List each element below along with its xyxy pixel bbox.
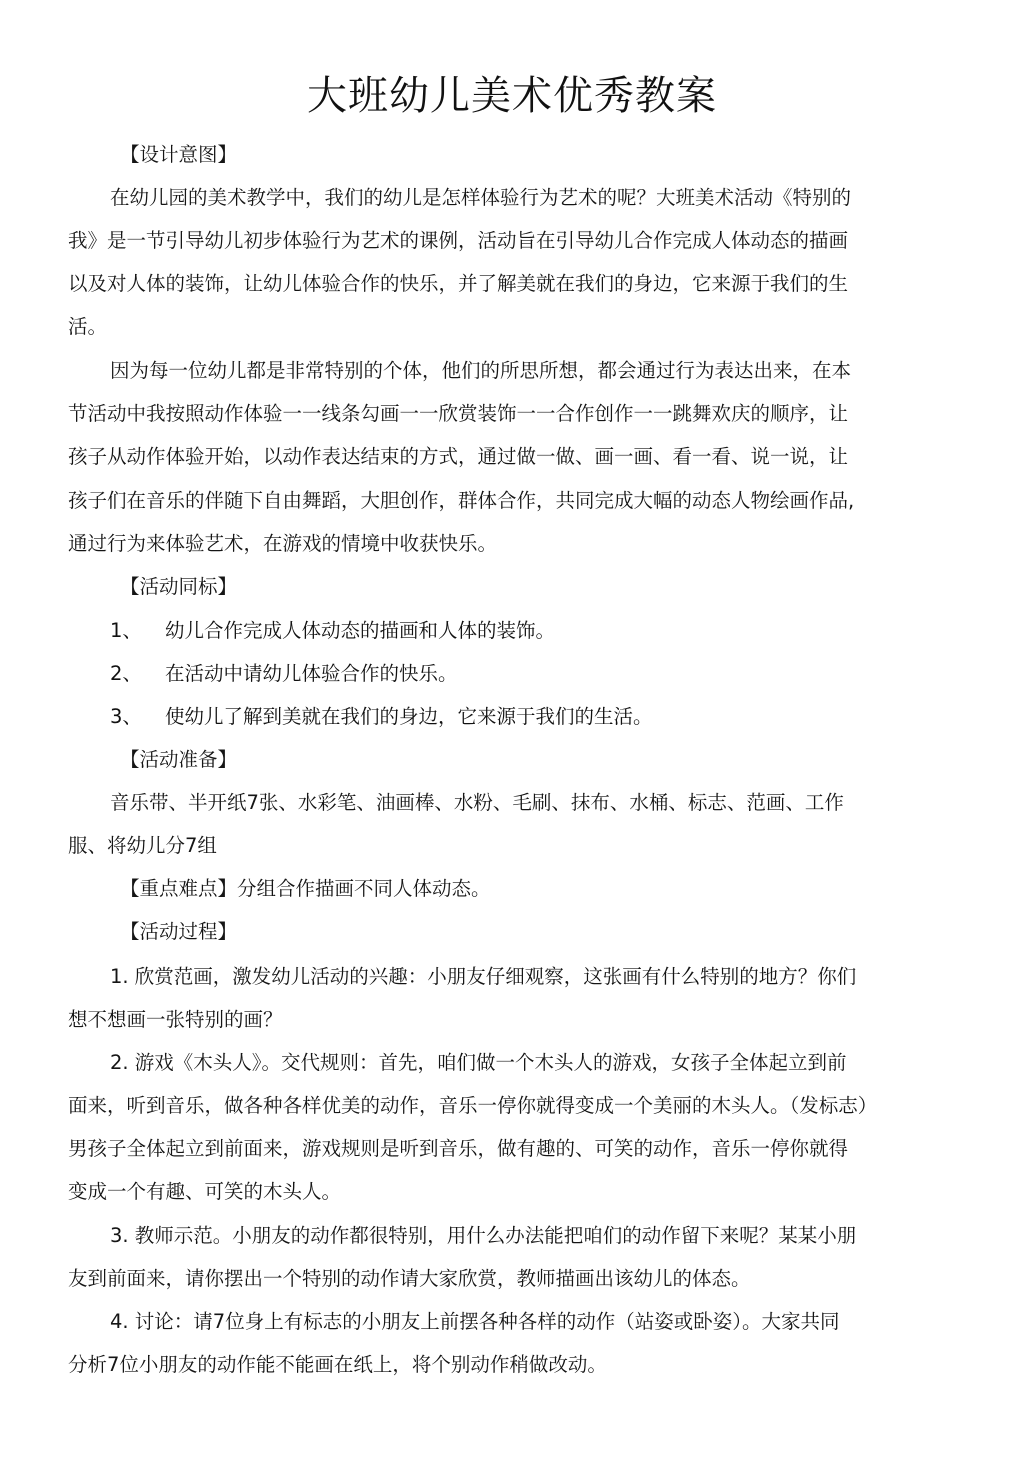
- goal-text: 在活动中请幼儿体验合作的快乐。: [165, 662, 458, 685]
- paragraph-line: 通过行为来体验艺术，在游戏的情境中收获快乐。: [68, 532, 498, 555]
- paragraph-line: 友到前面来，请你摆出一个特别的动作请大家欣赏，教师描画出该幼儿的体态。: [68, 1267, 751, 1290]
- paragraph-line: 想不想画一张特别的画？: [68, 1008, 283, 1031]
- paragraph-line: 孩子从动作体验开始，以动作表达结束的方式，通过做一做、画一画、看一看、说一说，让: [68, 445, 849, 468]
- document-title: 大班幼儿美术优秀教案: [307, 73, 717, 119]
- paragraph-line: 音乐带、半开纸7张、水彩笔、油画棒、水粉、毛刷、抹布、水桶、标志、范画、工作: [110, 791, 844, 814]
- key-heading: 【重点难点】: [120, 877, 238, 900]
- key-points-line: [120, 874, 1020, 904]
- process-heading: 【活动过程】: [120, 920, 238, 943]
- prep-heading: 【活动准备】: [120, 748, 238, 771]
- key-text: 分组合作描画不同人体动态。: [237, 877, 491, 900]
- paragraph-line: 服、将幼儿分7组: [68, 834, 217, 857]
- goal-number: 3、: [110, 705, 142, 728]
- goal-number: 1、: [110, 619, 142, 642]
- paragraph-line: 1. 欣赏范画，激发幼儿活动的兴趣：小朋友仔细观察，这张画有什么特别的地方？你们: [110, 965, 857, 988]
- paragraph-line: 在幼儿园的美术教学中，我们的幼儿是怎样体验行为艺术的呢？大班美术活动《特别的: [110, 186, 852, 209]
- paragraph-line: 男孩子全体起立到前面来，游戏规则是听到音乐，做有趣的、可笑的动作，音乐一停你就得: [68, 1137, 849, 1160]
- paragraph-line: 变成一个有趣、可笑的木头人。: [68, 1180, 342, 1203]
- goal-text: 幼儿合作完成人体动态的描画和人体的装饰。: [165, 619, 556, 642]
- paragraph-line: 4. 讨论：请7位身上有标志的小朋友上前摆各种各样的动作（站姿或卧姿）。大家共同: [110, 1310, 840, 1333]
- paragraph-line: 3. 教师示范。小朋友的动作都很特别，用什么办法能把咱们的动作留下来呢？某某小朋: [110, 1224, 857, 1247]
- paragraph-line: 孩子们在音乐的伴随下自由舞蹈，大胆创作，群体合作，共同完成大幅的动态人物绘画作品,: [68, 489, 855, 512]
- paragraph-line: 活。: [68, 315, 108, 338]
- goals-heading: 【活动同标】: [120, 575, 238, 598]
- design-heading: 【设计意图】: [120, 143, 238, 166]
- paragraph-line: 因为每一位幼儿都是非常特别的个体，他们的所思所想，都会通过行为表达出来，在本: [110, 359, 852, 382]
- goal-text: 使幼儿了解到美就在我们的身边，它来源于我们的生活。: [165, 705, 653, 728]
- paragraph-line: 以及对人体的装饰，让幼儿体验合作的快乐，并了解美就在我们的身边，它来源于我们的生: [68, 272, 849, 295]
- paragraph-line: 2. 游戏《木头人》。交代规则：首先，咱们做一个木头人的游戏，女孩子全体起立到前: [110, 1051, 847, 1074]
- paragraph-line: 我》是一节引导幼儿初步体验行为艺术的课例，活动旨在引导幼儿合作完成人体动态的描画: [68, 229, 849, 252]
- paragraph-line: 分析7位小朋友的动作能不能画在纸上，将个别动作稍做改动。: [68, 1353, 607, 1376]
- goal-number: 2、: [110, 662, 142, 685]
- paragraph-line: 节活动中我按照动作体验一一线条勾画一一欣赏装饰一一合作创作一一跳舞欢庆的顺序，让: [68, 402, 849, 425]
- paragraph-line: 面来，听到音乐，做各种各样优美的动作，音乐一停你就得变成一个美丽的木头人。（发标志）: [68, 1094, 878, 1117]
